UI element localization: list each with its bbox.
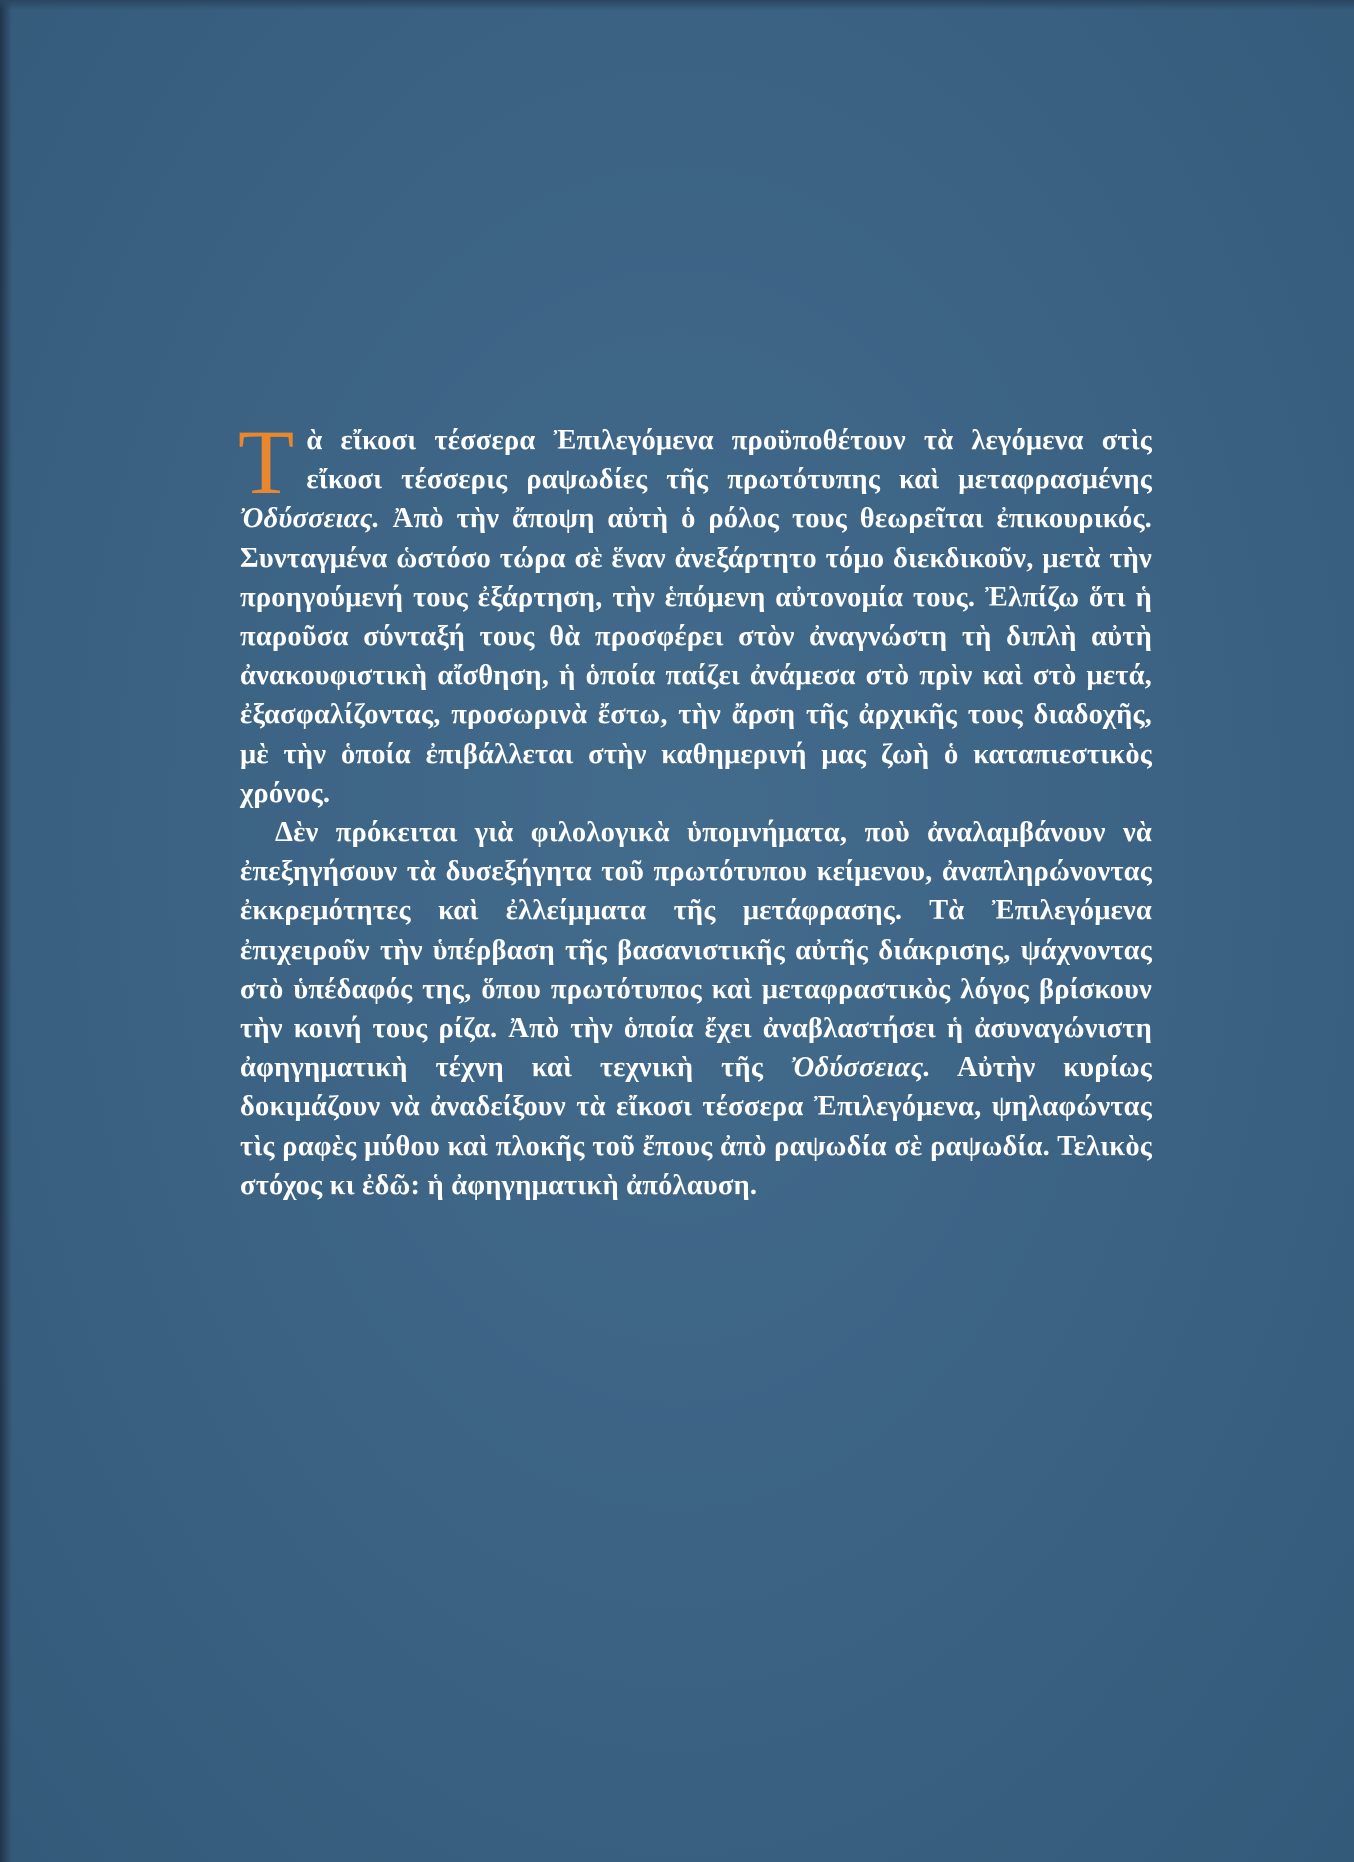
drop-cap: Τ: [238, 411, 295, 513]
paragraph-1-text-b: Ἀπὸ τὴν ἄποψη αὐτὴ ὁ ρόλος τους θεωρεῖται ἐπικουρικός. Συνταγμένα ὡστόσο τώρα σὲ ἕναν ἀνεξάρτητο τόμο διεκδικοῦν, μετὰ τὴν προηγούμενή τους ἐξάρτηση, τὴν ἑπόμενη αὐτονομία τους. Ἐλπίζω ὅτι ἡ παροῦσα σύνταξή τους θὰ προσφέρει στὸν ἀναγνώστη τὴ διπλὴ αὐτὴ ἀνακουφιστικὴ αἴσθηση, ἡ ὁποία παίζει ἀνάμεσα στὸ πρὶν καὶ στὸ μετά, ἐξασφαλίζοντας, προσωρινὰ ἔστω, τὴν ἄρση τῆς ἀρχικῆς τους διαδοχῆς, μὲ τὴν ὁποία ἐπιβάλλεται στὴν καθημερινή μας ζωὴ ὁ καταπιεστικὸς χρόνος.: [240, 503, 1152, 809]
title-odyssey: Ὀδύσσειας.: [790, 1052, 931, 1084]
paragraph-2: [240, 813, 1152, 1205]
paragraph-1: [238, 411, 1152, 813]
paragraph-2-text-a: Δὲν πρόκειται γιὰ φιλολογικὰ ὑπομνήματα, ποὺ ἀναλαμβάνουν νὰ ἐπεξηγήσουν τὰ δυσεξήγητα τοῦ πρωτότυπου κείμενου, ἀναπληρώνοντας ἐκκρεμότητες καὶ ἐλλείμματα τῆς μετάφρασης. Τὰ Ἐπιλεγόμενα ἐπιχειροῦν τὴν ὑπέρβαση τῆς βασανιστικῆς αὐτῆς διάκρισης, ψάχνοντας στὸ ὑπέδαφός της, ὅπου πρωτότυπος καὶ μεταφραστικὸς λόγος βρίσκουν τὴν κοινή τους ρίζα. Ἀπὸ τὴν ὁποία ἔχει ἀναβλαστήσει ἡ ἀσυναγώνιστη ἀφηγηματικὴ τέχνη καὶ τεχνικὴ τῆς: [240, 817, 1152, 1084]
title-odyssey: Ὀδύσσειας.: [240, 503, 380, 535]
back-cover-text: [238, 411, 1152, 1205]
paragraph-1-text-a: ὰ εἴκοσι τέσσερα Ἐπιλεγόμενα προϋποθέτουν τὰ λεγόμενα στὶς εἴκοσι τέσσερις ραψωδίες τῆς πρωτότυπης καὶ μεταφρασμένης: [306, 425, 1152, 496]
cover-top-edge: [0, 0, 1354, 10]
paragraph-2-text-b: Αὐτὴν κυρίως δοκιμάζουν νὰ ἀναδείξουν τὰ εἴκοσι τέσσερα Ἐπιλεγόμενα, ψηλαφώντας τὶς ραφὲς μύθου καὶ πλοκῆς τοῦ ἔπους ἀπὸ ραψωδία σὲ ραψωδία. Τελικὸς στόχος κι ἐδῶ: ἡ ἀφηγηματικὴ ἀπόλαυση.: [240, 1052, 1152, 1201]
cover-left-edge: [0, 0, 12, 1862]
